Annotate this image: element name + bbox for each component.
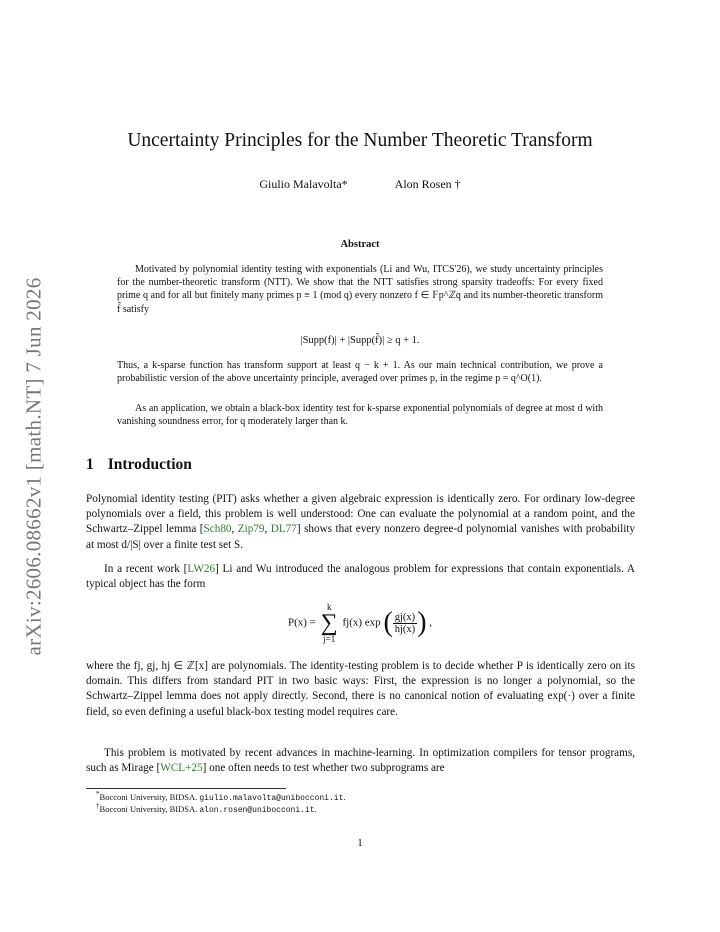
intro-paragraph-4	[86, 746, 635, 776]
section-heading	[86, 456, 192, 474]
abstract-paragraph-2: Thus, a k-sparse function has transform support at least q − k + 1. As our main technical contribution, we prove a probabilistic version of the above uncertainty principle, averaged over primes p, in the regime p = q^O(1).	[117, 360, 603, 385]
abstract-paragraph-1: Motivated by polynomial identity testing with exponentials (Li and Wu, ITCS'26), we study uncertainty principles for the number-theoretic transform (NTT). We show that the NTT satisfies strong sparsity tradeoffs: For every fixed prime q and for all but finitely many primes p ≡ 1 (mod q) every nonzero f ∈ 𝔽p^ℤq and its number-theoretic transform f̂ satisfy	[117, 264, 603, 315]
intro-p1-text-b: ] shows that every nonzero degree-d polynomial vanishes with probability at most d/|S| over a finite test set S.	[86, 523, 636, 551]
footnote-1	[96, 790, 346, 803]
citation-lw26[interactable]: LW26	[187, 563, 216, 575]
summation-symbol: k ∑ j=1	[320, 602, 338, 644]
footnote-1-end: .	[343, 791, 346, 802]
footnote-2-text: Bocconi University, BIDSA.	[99, 803, 200, 814]
eq-denominator: hj(x)	[394, 623, 416, 635]
citation-dl77[interactable]: DL77	[270, 523, 297, 536]
author-list	[0, 177, 720, 192]
footnote-rule	[86, 788, 286, 789]
intro-p1-text-a: Polynomial identity testing (PIT) asks whether a given algebraic expression is identically zero. For ordinary low-degree polynomials over a field, this problem is well understood: One can evaluate the polynomial at a random point, and the Schwartz–Zippel lemma [	[86, 493, 635, 536]
section-number: 1	[86, 456, 94, 473]
abstract-equation: |Supp(f)| + |Supp(f̂)| ≥ q + 1.	[300, 335, 420, 346]
intro-paragraph-3: where the fj, gj, hj ∈ ℤ[x] are polynomials. The identity-testing problem is to decide whether P is identically zero on its domain. This differs from standard PIT in two basic ways: First, the expression is no longer a polynomial, so the Schwartz–Zippel lemma does not apply directly. Second, there is no canonical notion of evaluating exp(·) over a finite field, so even defining a useful black-box testing model requires care.	[86, 660, 635, 718]
eq-fraction	[393, 612, 417, 635]
footnote-1-mark: *	[96, 790, 100, 798]
sum-upper: k	[326, 602, 332, 612]
intro-paragraph-2	[86, 562, 635, 592]
eq-lhs: P(x) =	[287, 616, 316, 629]
citation-wcl25[interactable]: WCL+25	[160, 762, 203, 775]
intro-equation: P(x) = k ∑ j=1 fj(x) exp ( $\frac{gj(x)}{hj(x)}$ ) ,	[287, 602, 433, 644]
eq-numerator: gj(x)	[394, 611, 416, 623]
footnote-2-email[interactable]: alon.rosen@unibocconi.it	[199, 805, 315, 815]
eq-term: fj(x) exp	[342, 616, 381, 629]
page-number: 1	[357, 837, 363, 849]
footnote-2-end: .	[314, 803, 317, 814]
footnote-2	[96, 802, 317, 815]
abstract-heading: Abstract	[340, 239, 380, 250]
author-1: Giulio Malavolta*	[259, 177, 348, 191]
intro-p2-text-b: ] Li and Wu introduced the analogous problem for expressions that contain exponentials. A typical object has the form	[86, 563, 635, 591]
section-title: Introduction	[107, 456, 192, 473]
footnote-1-email[interactable]: giulio.malavolta@unibocconi.it	[199, 793, 344, 803]
intro-p2-text-a: In a recent work [	[104, 563, 188, 575]
citation-sch80[interactable]: Sch80	[203, 523, 232, 536]
citation-zip79[interactable]: Zip79	[237, 523, 265, 536]
footnote-1-text: Bocconi University, BIDSA.	[99, 791, 200, 802]
intro-paragraph-1: Polynomial identity testing (PIT) asks whether a given algebraic expression is identically zero. For ordinary low-degree polynomials over a field, this problem is well understood: One can evaluate the polynomial at a random point, and the Schwartz–Zippel lemma [Sch80, Zip79, DL77] shows that every nonzero degree-d polynomial vanishes with probability at most d/|S| over a finite test set S.	[86, 493, 636, 551]
paper-title: Uncertainty Principles for the Number Theoretic Transform	[127, 130, 593, 151]
arxiv-identifier: arXiv:2606.08662v1 [math.NT] 7 Jun 2026	[21, 277, 46, 655]
sum-lower: j=1	[323, 634, 336, 644]
author-2: Alon Rosen †	[394, 177, 461, 191]
intro-p4-text-b: ] one often needs to test whether two subprograms are	[202, 762, 445, 775]
footnote-2-mark: †	[96, 802, 100, 810]
intro-p4-text-a: This problem is motivated by recent advances in machine-learning. In optimization compilers for tensor programs, such as Mirage [	[86, 747, 635, 775]
abstract-paragraph-3: As an application, we obtain a black-box identity test for k-sparse exponential polynomials of degree at most d with vanishing soundness error, for q moderately larger than k.	[117, 403, 603, 428]
